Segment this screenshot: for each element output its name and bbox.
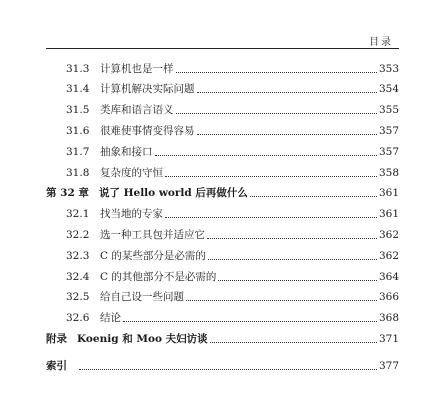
- dot-leader: [155, 155, 377, 156]
- entry-page: 355: [378, 104, 399, 116]
- dot-leader: [197, 92, 377, 93]
- header-rule: [46, 48, 399, 49]
- entry-number: 31.6: [66, 125, 90, 137]
- toc-entry-32-6: [46, 309, 399, 325]
- toc-entry-32-3: [46, 247, 399, 263]
- entry-page: 368: [378, 312, 399, 324]
- entry-title: 抽象和接口: [100, 146, 153, 158]
- entry-title: 给自己设一些问题: [100, 291, 184, 303]
- entry-page: 362: [378, 229, 399, 241]
- chapter-title: 说了 Hello world 后再做什么: [98, 187, 248, 199]
- toc-entry-32-4: [46, 268, 399, 284]
- entry-page: 371: [378, 333, 399, 345]
- toc-entry-31-3: [46, 60, 399, 76]
- toc-entry-31-8: [46, 164, 399, 180]
- dot-leader: [165, 217, 377, 218]
- toc-index: [46, 357, 399, 373]
- entry-title: 结论: [100, 312, 121, 324]
- entry-page: 377: [378, 360, 399, 372]
- dot-leader: [250, 196, 377, 197]
- appendix-label: 附录: [46, 333, 67, 345]
- dot-leader: [208, 259, 377, 260]
- entry-page: 353: [378, 63, 399, 75]
- entry-page: 357: [378, 125, 399, 137]
- entry-page: 357: [378, 146, 399, 158]
- entry-number: 32.1: [66, 208, 90, 220]
- dot-leader: [165, 176, 377, 177]
- entry-page: 361: [378, 208, 399, 220]
- dot-leader: [207, 238, 377, 239]
- entry-title: 计算机解决实际问题: [100, 83, 195, 95]
- running-header: 目录: [369, 37, 393, 48]
- entry-number: 32.3: [66, 250, 90, 262]
- toc-entry-32-1: [46, 205, 399, 221]
- entry-title: C 的其他部分不是必需的: [100, 271, 217, 283]
- entry-page: 362: [378, 250, 399, 262]
- entry-number: 32.6: [66, 312, 90, 324]
- entry-page: 366: [378, 291, 399, 303]
- dot-leader: [218, 280, 377, 281]
- index-label: 索引: [46, 360, 67, 372]
- entry-number: 32.2: [66, 229, 90, 241]
- toc-appendix: [46, 330, 399, 346]
- dot-leader: [79, 369, 377, 370]
- toc-entry-31-6: [46, 122, 399, 138]
- entry-title: 找当地的专家: [100, 208, 163, 220]
- entry-number: 31.8: [66, 167, 90, 179]
- dot-leader: [197, 134, 377, 135]
- entry-page: 361: [378, 187, 399, 199]
- entry-page: 354: [378, 83, 399, 95]
- entry-number: 31.4: [66, 83, 90, 95]
- toc-entry-31-4: [46, 80, 399, 96]
- dot-leader: [186, 300, 377, 301]
- chapter-number: 第 32 章: [46, 187, 89, 199]
- entry-title: C 的某些部分是必需的: [100, 250, 206, 262]
- toc-chapter-32: [46, 184, 399, 200]
- toc-entry-31-5: [46, 101, 399, 117]
- entry-title: 复杂度的守恒: [100, 167, 163, 179]
- toc-entry-31-7: [46, 143, 399, 159]
- toc-entry-32-2: [46, 226, 399, 242]
- entry-title: 计算机也是一样: [100, 63, 174, 75]
- entry-number: 31.5: [66, 104, 90, 116]
- entry-number: 32.4: [66, 271, 90, 283]
- appendix-title: Koenig 和 Moo 夫妇访谈: [77, 333, 208, 345]
- toc-entry-32-5: [46, 288, 399, 304]
- entry-number: 31.7: [66, 146, 90, 158]
- entry-number: 32.5: [66, 291, 90, 303]
- entry-title: 选一种工具包并适应它: [100, 229, 205, 241]
- entry-page: 358: [378, 167, 399, 179]
- dot-leader: [210, 342, 377, 343]
- dot-leader: [123, 321, 377, 322]
- dot-leader: [176, 113, 377, 114]
- dot-leader: [176, 72, 377, 73]
- entry-number: 31.3: [66, 63, 90, 75]
- entry-page: 364: [378, 271, 399, 283]
- entry-title: 类库和语言语义: [100, 104, 174, 116]
- entry-title: 很难使事情变得容易: [100, 125, 195, 137]
